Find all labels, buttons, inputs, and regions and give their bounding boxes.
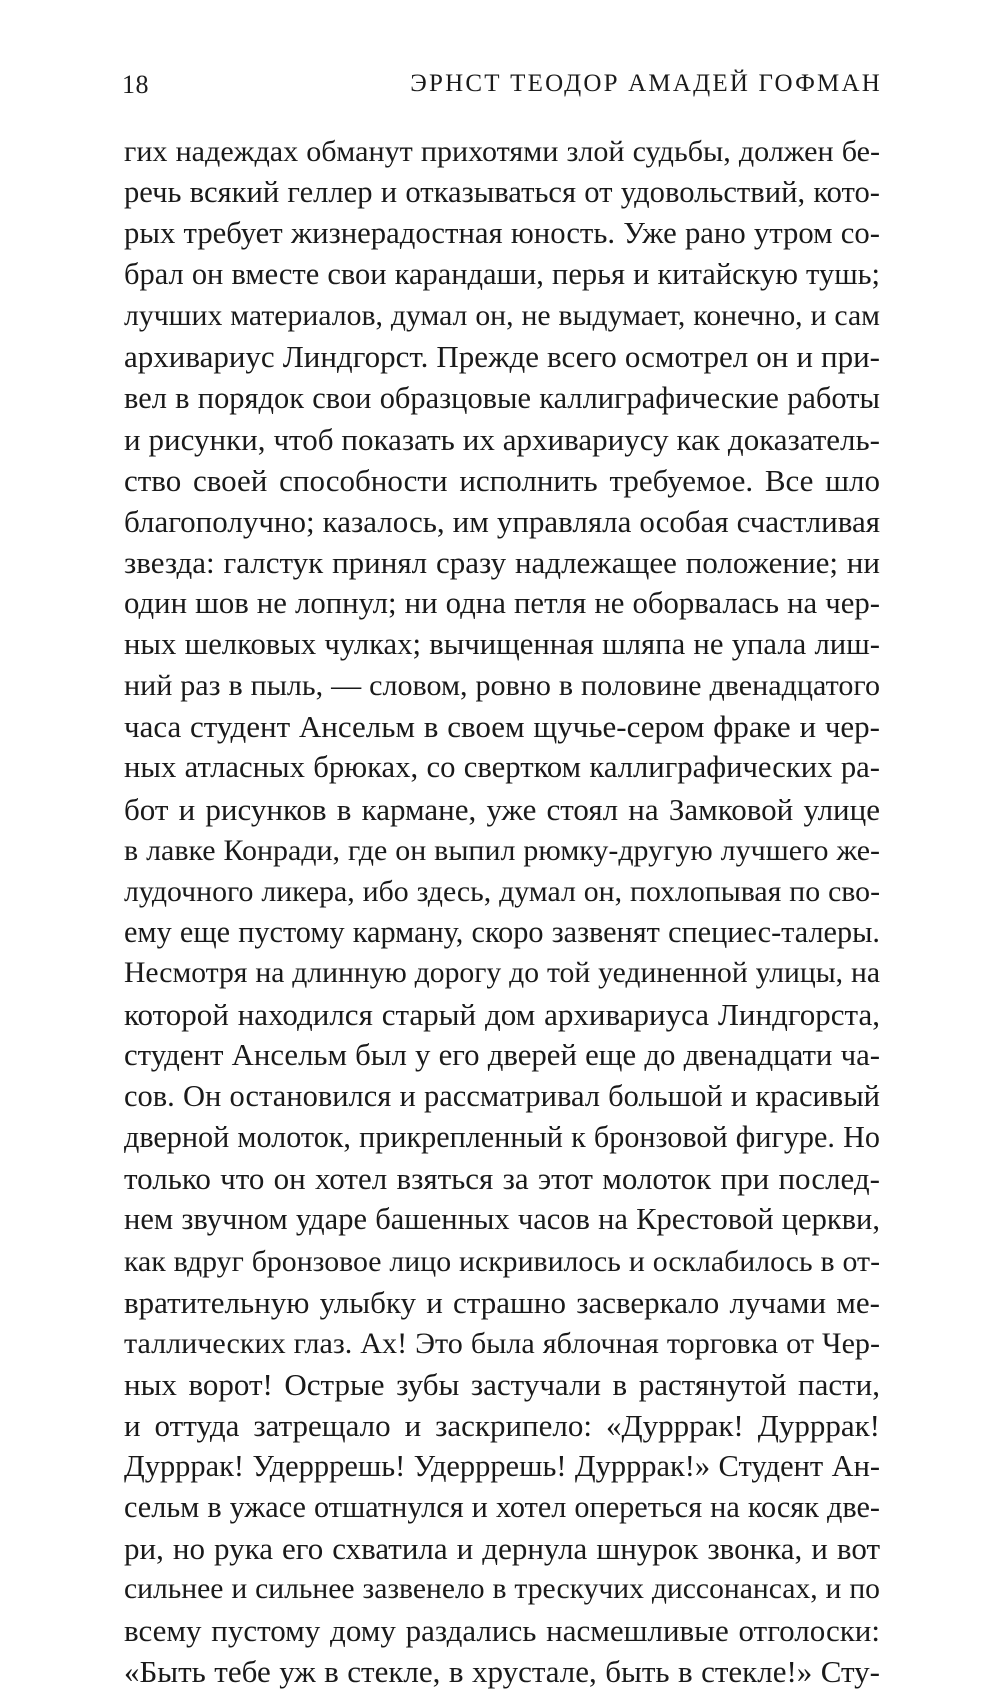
- text-line: речь всякий геллер и отказываться от удовольствий, кото-: [124, 175, 880, 210]
- text-line: лучших материалов, думал он, не выдумает, конечно, и сам: [124, 299, 880, 333]
- text-line: нем звучном ударе башенных часов на Крестовой церкви,: [124, 1202, 880, 1237]
- text-line: звезда: галстук принял сразу надлежащее положение; ни: [124, 544, 880, 580]
- text-line: студент Ансельм был у его дверей еще до двенадцати ча-: [124, 1038, 880, 1073]
- text-line: как вдруг бронзовое лицо искривилось и осклабилось в от-: [124, 1244, 880, 1278]
- text-line: в лавке Конради, где он выпил рюмку-другую лучшего же-: [124, 833, 880, 867]
- text-line: архивариус Линдгорст. Прежде всего осмотрел он и при-: [124, 339, 880, 375]
- text-line: дверной молоток, прикрепленный к бронзовой фигуре. Но: [124, 1120, 880, 1155]
- text-line: брал он вместе свои карандаши, перья и китайскую тушь;: [124, 257, 880, 292]
- page-number: 18: [122, 70, 149, 99]
- text-line: всему пустому дому раздались насмешливые отголоски:: [124, 1613, 880, 1649]
- text-line: Дурррак! Удерррешь! Удерррешь! Дурррак!» Студент Ан-: [124, 1449, 880, 1483]
- text-line: которой находился старый дом архивариуса Линдгорста,: [124, 996, 880, 1032]
- text-line: ство своей способности исполнить требуемое. Все шло: [124, 462, 880, 498]
- text-line: таллических глаз. Ах! Это была яблочная торговка от Чер-: [124, 1325, 880, 1360]
- text-line: Несмотря на длинную дорогу до той уединенной улицы, на: [124, 956, 880, 989]
- text-line: и оттуда затрещало и заскрипело: «Дурррак! Дурррак!: [124, 1407, 880, 1443]
- text-line: вратительную улыбку и страшно засверкало лучами ме-: [124, 1284, 880, 1320]
- text-line: ри, но рука его схватила и дернула шнурок звонка, и вот: [124, 1531, 880, 1567]
- text-line: лудочного ликера, ибо здесь, думал он, похлопывая по сво-: [124, 874, 880, 908]
- text-line: сильнее и сильнее зазвенело в трескучих диссонансах, и по: [124, 1573, 880, 1606]
- text-line: один шов не лопнул; ни одна петля не оборвалась на чер-: [124, 586, 880, 621]
- running-head: ЭРНСТ ТЕОДОР АМАДЕЙ ГОФМАН: [410, 70, 882, 97]
- text-line: часа студент Ансельм в своем щучье-сером фраке и чер-: [124, 709, 880, 745]
- text-line: ных ворот! Острые зубы застучали в растянутой пасти,: [124, 1366, 880, 1402]
- page-header: [122, 70, 882, 110]
- text-line: ему еще пустому карману, скоро зазвенят специес-талеры.: [124, 914, 880, 949]
- text-line: благополучно; казалось, им управляла особая счастливая: [124, 503, 880, 539]
- text-line: ных шелковых чулках; вычищенная шляпа не упала лиш-: [124, 627, 880, 662]
- text-line: ных атласных брюках, со свертком каллиграфических ра-: [124, 750, 880, 785]
- body-text: [124, 131, 880, 1693]
- text-line: вел в порядок свои образцовые каллиграфические работы: [124, 380, 880, 415]
- text-line: гих надеждах обманут прихотями злой судьбы, должен бе-: [124, 134, 880, 168]
- text-line: и рисунки, чтоб показать их архивариусу как доказатель-: [124, 421, 880, 457]
- text-line: «Быть тебе уж в стекле, в хрустале, быть в стекле!» Сту-: [124, 1654, 880, 1690]
- text-line: рых требует жизнерадостная юность. Уже рано утром со-: [124, 216, 880, 251]
- text-line: бот и рисунков в кармане, уже стоял на Замковой улице: [124, 791, 880, 827]
- text-line: ний раз в пыль, — словом, ровно в половине двенадцатого: [124, 668, 880, 703]
- text-line: только что он хотел взяться за этот молоток при послед-: [124, 1161, 880, 1197]
- text-line: сельм в ужасе отшатнулся и хотел опереться на косяк две-: [124, 1490, 880, 1525]
- text-line: сов. Он остановился и рассматривал большой и красивый: [124, 1079, 880, 1114]
